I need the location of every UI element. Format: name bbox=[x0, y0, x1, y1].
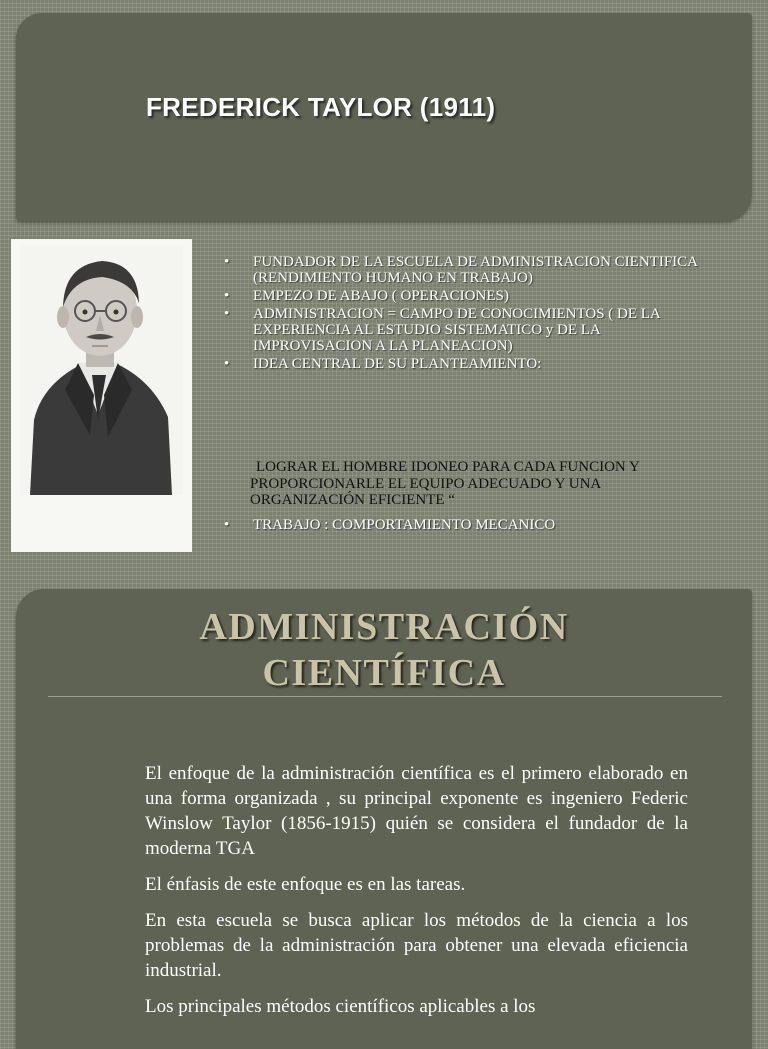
list-item bbox=[224, 288, 704, 304]
section-title bbox=[0, 604, 768, 696]
bullet-text: EMPEZO DE ABAJO ( OPERACIONES) bbox=[253, 288, 509, 304]
central-idea-quote: LOGRAR EL HOMBRE IDONEO PARA CADA FUNCION Y PROPORCIONARLE EL EQUIPO ADECUADO Y UNA ORGANIZACIÓN EFICIENTE “ bbox=[250, 459, 640, 508]
list-item bbox=[224, 254, 704, 286]
paragraph: El enfoque de la administración científica es el primero elaborado en una forma organizada , su principal exponente es ingeniero Federic Winslow Taylor (1856-1915) quién se considera el fundador de la moderna TGA bbox=[145, 763, 688, 859]
bullet-text: IDEA CENTRAL DE SU PLANTEAMIENTO: bbox=[253, 356, 542, 372]
bullet-list-continued bbox=[224, 517, 704, 535]
section-title-line-2: CIENTÍFICA bbox=[262, 652, 506, 694]
slide-title: FREDERICK TAYLOR (1911) bbox=[146, 92, 496, 122]
paragraph: El énfasis de este enfoque es en las tareas. bbox=[145, 874, 466, 895]
list-item bbox=[224, 306, 704, 354]
section-title-line-1: ADMINISTRACIÓN bbox=[199, 606, 569, 648]
portrait-image bbox=[20, 245, 183, 495]
list-item bbox=[224, 517, 704, 533]
bullet-text: TRABAJO : COMPORTAMIENTO MECANICO bbox=[253, 517, 556, 533]
title-divider bbox=[48, 696, 722, 697]
bullet-icon: • bbox=[224, 356, 230, 372]
body-text bbox=[145, 761, 688, 1030]
list-item bbox=[224, 356, 704, 372]
bullet-icon: • bbox=[224, 306, 230, 322]
bullet-icon: • bbox=[224, 288, 230, 304]
paragraph: En esta escuela se busca aplicar los métodos de la ciencia a los problemas de la administración para obtener una elevada eficiencia industrial. bbox=[145, 910, 688, 981]
bullet-text: FUNDADOR DE LA ESCUELA DE ADMINISTRACION CIENTIFICA (RENDIMIENTO HUMANO EN TRABAJO) bbox=[253, 254, 698, 286]
paragraph: Los principales métodos científicos aplicables a los bbox=[145, 996, 536, 1017]
bullet-text: ADMINISTRACION = CAMPO DE CONOCIMIENTOS ( DE LA EXPERIENCIA AL ESTUDIO SISTEMATICO y DE LA IMPROVISACION A LA PLANEACION) bbox=[253, 306, 660, 354]
bullet-icon: • bbox=[224, 517, 230, 533]
portrait-photo bbox=[11, 239, 192, 552]
bullet-list bbox=[224, 254, 704, 374]
bullet-icon: • bbox=[224, 254, 230, 270]
